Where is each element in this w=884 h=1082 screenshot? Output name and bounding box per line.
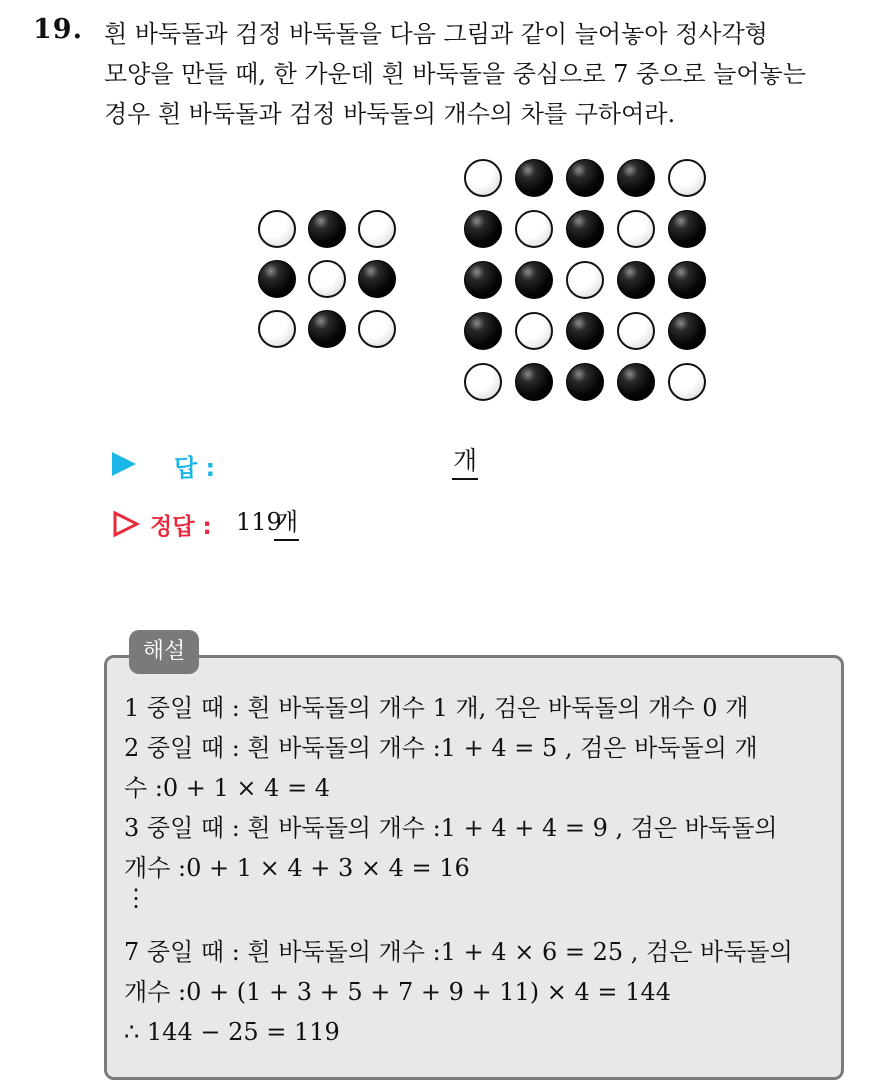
solution-label: 정답 : — [150, 514, 212, 540]
grid5-black-stone — [617, 159, 655, 197]
grid5-black-stone — [566, 312, 604, 350]
answer-unit-blank[interactable]: 개 — [452, 446, 478, 480]
grid3-black-stone — [308, 210, 346, 248]
grid5-white-stone — [464, 159, 502, 197]
grid5-white-stone — [464, 363, 502, 401]
grid5-black-stone — [566, 159, 604, 197]
answer-label: 답 : — [174, 454, 216, 482]
question-line: 경우 흰 바둑돌과 검정 바둑돌의 개수의 차를 구하여라. — [104, 100, 676, 128]
filled-triangle-icon — [112, 452, 136, 476]
question-text — [104, 14, 874, 134]
explanation-line: 7 중일 때 : 흰 바둑돌의 개수 :1 + 4 × 6 = 25 , 검은 바둑돌의 — [124, 938, 793, 966]
grid5-black-stone — [515, 363, 553, 401]
grid5-black-stone — [617, 363, 655, 401]
explanation-line: ∴ 144 − 25 = 119 — [124, 1018, 340, 1046]
explanation-line: 수 :0 + 1 × 4 = 4 — [124, 774, 331, 802]
grid5-white-stone — [617, 312, 655, 350]
grid3-white-stone — [258, 210, 296, 248]
grid5-white-stone — [617, 210, 655, 248]
explanation-line: 2 중일 때 : 흰 바둑돌의 개수 :1 + 4 = 5 , 검은 바둑돌의 개 — [124, 734, 758, 762]
grid5-black-stone — [566, 210, 604, 248]
grid5-black-stone — [617, 261, 655, 299]
grid3-black-stone — [258, 260, 296, 298]
question-number: 19. — [33, 14, 83, 45]
explanation-text — [124, 688, 834, 1052]
explanation-line: 개수 :0 + 1 × 4 + 3 × 4 = 16 — [124, 854, 470, 882]
explanation-line: 1 중일 때 : 흰 바둑돌의 개수 1 개, 검은 바둑돌의 개수 0 개 — [124, 694, 749, 722]
question-line: 모양을 만들 때, 한 가운데 흰 바둑돌을 중심으로 7 중으로 늘어놓는 — [104, 60, 806, 88]
grid5-black-stone — [515, 261, 553, 299]
explanation-line: 개수 :0 + (1 + 3 + 5 + 7 + 9 + 11) × 4 = 144 — [124, 978, 671, 1006]
vertical-ellipsis: ⋮ — [124, 884, 148, 912]
grid5-white-stone — [566, 261, 604, 299]
grid5-black-stone — [464, 312, 502, 350]
grid5-white-stone — [515, 312, 553, 350]
grid5-black-stone — [668, 261, 706, 299]
grid5-black-stone — [668, 210, 706, 248]
grid3-black-stone — [308, 310, 346, 348]
answer-row — [112, 446, 612, 482]
explanation-tab: 해설 — [129, 630, 199, 674]
grid5-black-stone — [566, 363, 604, 401]
solution-unit: 개 — [274, 507, 299, 541]
solution-value: 119 — [236, 508, 282, 536]
grid5-black-stone — [515, 159, 553, 197]
solution-row — [112, 506, 612, 546]
grid5-white-stone — [668, 159, 706, 197]
grid5-black-stone — [464, 210, 502, 248]
grid5-white-stone — [668, 363, 706, 401]
grid5-black-stone — [464, 261, 502, 299]
grid3-black-stone — [358, 260, 396, 298]
grid5-black-stone — [668, 312, 706, 350]
question-line: 흰 바둑돌과 검정 바둑돌을 다음 그림과 같이 늘어놓아 정사각형 — [104, 20, 768, 48]
grid3-white-stone — [258, 310, 296, 348]
outline-triangle-icon — [112, 510, 140, 538]
grid5-white-stone — [515, 210, 553, 248]
grid3-white-stone — [358, 310, 396, 348]
grid3-white-stone — [358, 210, 396, 248]
explanation-line: 3 중일 때 : 흰 바둑돌의 개수 :1 + 4 + 4 = 9 , 검은 바둑돌의 — [124, 814, 778, 842]
grid3-white-stone — [308, 260, 346, 298]
